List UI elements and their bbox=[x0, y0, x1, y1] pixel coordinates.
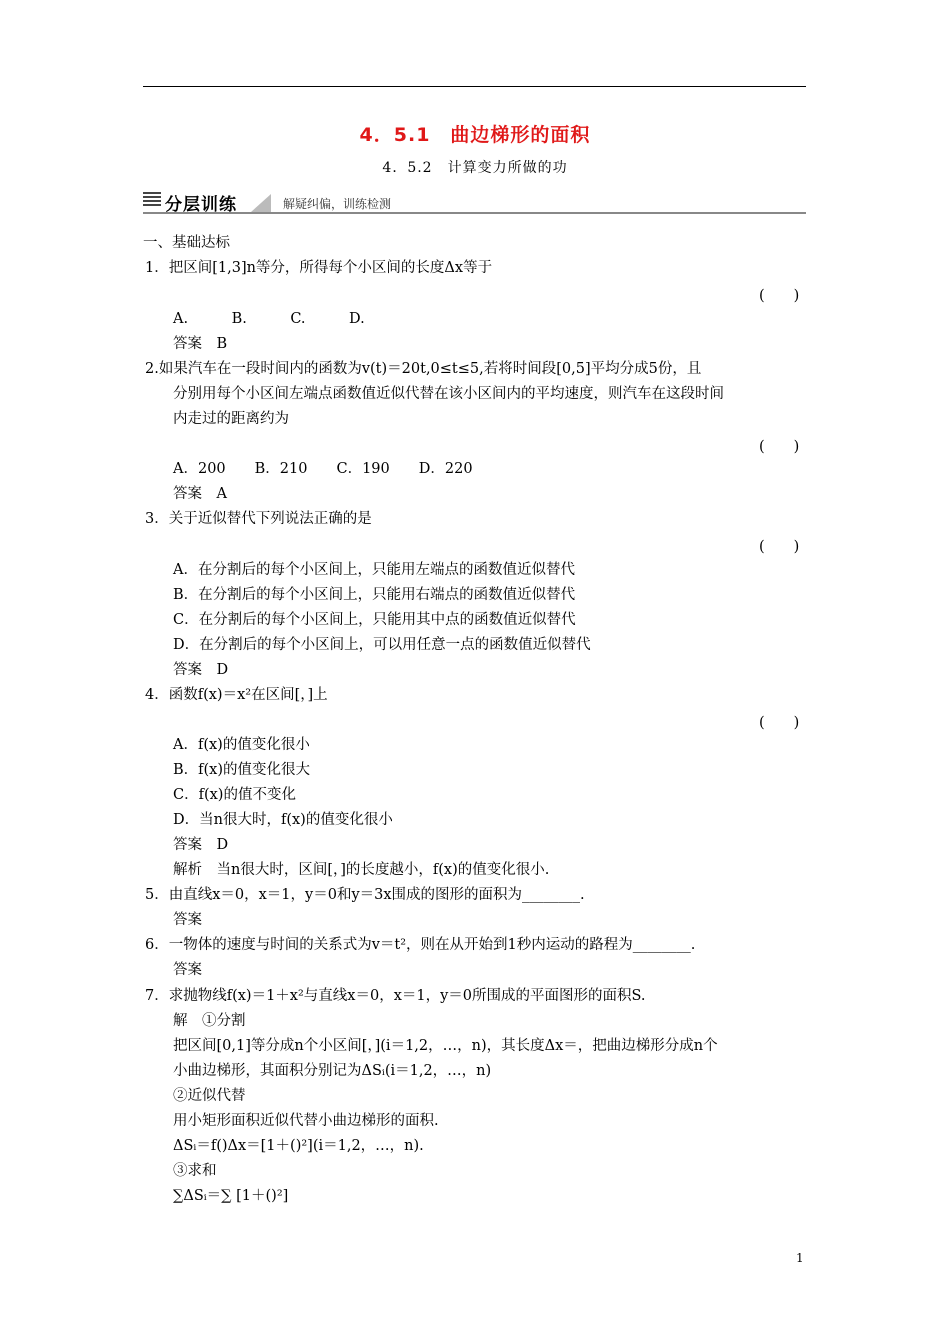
q4-stem: 4．函数f(x)＝x²在区间[，]上 bbox=[145, 687, 328, 703]
q2-answer-paren: ( ) bbox=[759, 439, 800, 455]
q4-option-c: C．f(x)的值不变化 bbox=[173, 787, 296, 803]
triangle-icon bbox=[251, 194, 271, 212]
q1-stem: 1．把区间[1,3]n等分，所得每个小区间的长度Δx等于 bbox=[145, 260, 493, 276]
q3-option-d: D．在分割后的每个小区间上，可以用任意一点的函数值近似替代 bbox=[173, 637, 591, 653]
q6-stem: 6．一物体的速度与时间的关系式为v＝t²，则在从开始到1秒内运动的路程为________. bbox=[145, 937, 696, 953]
q5-stem: 5．由直线x＝0，x＝1，y＝0和y＝3x围成的图形的面积为________. bbox=[145, 887, 585, 903]
q1-answer: 答案 B bbox=[173, 336, 228, 352]
q3-answer-paren: ( ) bbox=[759, 539, 800, 555]
banner-underline bbox=[143, 212, 806, 214]
q3-option-c: C．在分割后的每个小区间上，只能用其中点的函数值近似替代 bbox=[173, 612, 576, 628]
page-number: 1 bbox=[796, 1251, 804, 1265]
q3-option-b: B．在分割后的每个小区间上，只能用右端点的函数值近似替代 bbox=[173, 587, 576, 603]
q7-step3-formula: ∑ΔSᵢ＝∑ [1＋()²] bbox=[173, 1188, 289, 1204]
q4-option-b: B．f(x)的值变化很大 bbox=[173, 762, 311, 778]
q7-step1-detail-cont: 小曲边梯形，其面积分别记为ΔSᵢ(i＝1,2，…，n) bbox=[173, 1063, 492, 1079]
q7-step1: 解 ①分割 bbox=[173, 1013, 246, 1029]
q1-answer-paren: ( ) bbox=[759, 288, 800, 304]
banner-note: 解疑纠偏，训练检测 bbox=[283, 197, 392, 211]
q2-line3: 内走过的距离约为 bbox=[173, 411, 289, 427]
q2-line2: 分别用每个小区间左端点函数值近似代替在该小区间内的平均速度，则汽车在这段时间 bbox=[173, 386, 724, 402]
stripes-icon bbox=[143, 192, 161, 212]
q3-stem: 3．关于近似替代下列说法正确的是 bbox=[145, 511, 372, 527]
page-subtitle: 4．5.2 计算变力所做的功 bbox=[382, 160, 568, 176]
q6-answer: 答案 bbox=[173, 962, 202, 978]
q4-answer: 答案 D bbox=[173, 837, 229, 853]
q4-answer-paren: ( ) bbox=[759, 715, 800, 731]
q7-step2: ②近似代替 bbox=[173, 1088, 246, 1104]
section-banner bbox=[143, 190, 806, 216]
q7-step2-formula: ΔSᵢ＝f()Δx＝[1＋()²](i＝1,2，…，n). bbox=[173, 1138, 424, 1154]
q5-answer: 答案 bbox=[173, 912, 202, 928]
banner-label: 分层训练 bbox=[165, 195, 237, 215]
q2-line1: 2.如果汽车在一段时间内的函数为v(t)＝20t,0≤t≤5,若将时间段[0,5]平均分成5份，且 bbox=[145, 361, 702, 377]
q4-option-a: A．f(x)的值变化很小 bbox=[173, 737, 310, 753]
top-rule bbox=[143, 86, 806, 87]
q7-step3: ③求和 bbox=[173, 1163, 217, 1179]
page-title: 4．5.1 曲边梯形的面积 bbox=[359, 124, 591, 146]
q3-answer: 答案 D bbox=[173, 662, 229, 678]
q1-options: A. B. C. D. bbox=[173, 311, 365, 327]
section-heading: 一、基础达标 bbox=[143, 235, 230, 251]
q7-step1-detail: 把区间[0,1]等分成n个小区间[，](i＝1,2，…，n)，其长度Δx＝，把曲边梯形分成n个 bbox=[173, 1038, 718, 1054]
q7-step2-detail: 用小矩形面积近似代替小曲边梯形的面积. bbox=[173, 1113, 439, 1129]
q3-option-a: A．在分割后的每个小区间上，只能用左端点的函数值近似替代 bbox=[173, 562, 575, 578]
q2-options: A．200 B．210 C．190 D．220 bbox=[173, 461, 473, 477]
q4-option-d: D．当n很大时，f(x)的值变化很小 bbox=[173, 812, 393, 828]
q4-analysis: 解析 当n很大时，区间[，]的长度越小，f(x)的值变化很小. bbox=[173, 862, 550, 878]
q2-answer: 答案 A bbox=[173, 486, 227, 502]
q7-stem: 7．求抛物线f(x)＝1＋x²与直线x＝0，x＝1，y＝0所围成的平面图形的面积S. bbox=[145, 988, 646, 1004]
